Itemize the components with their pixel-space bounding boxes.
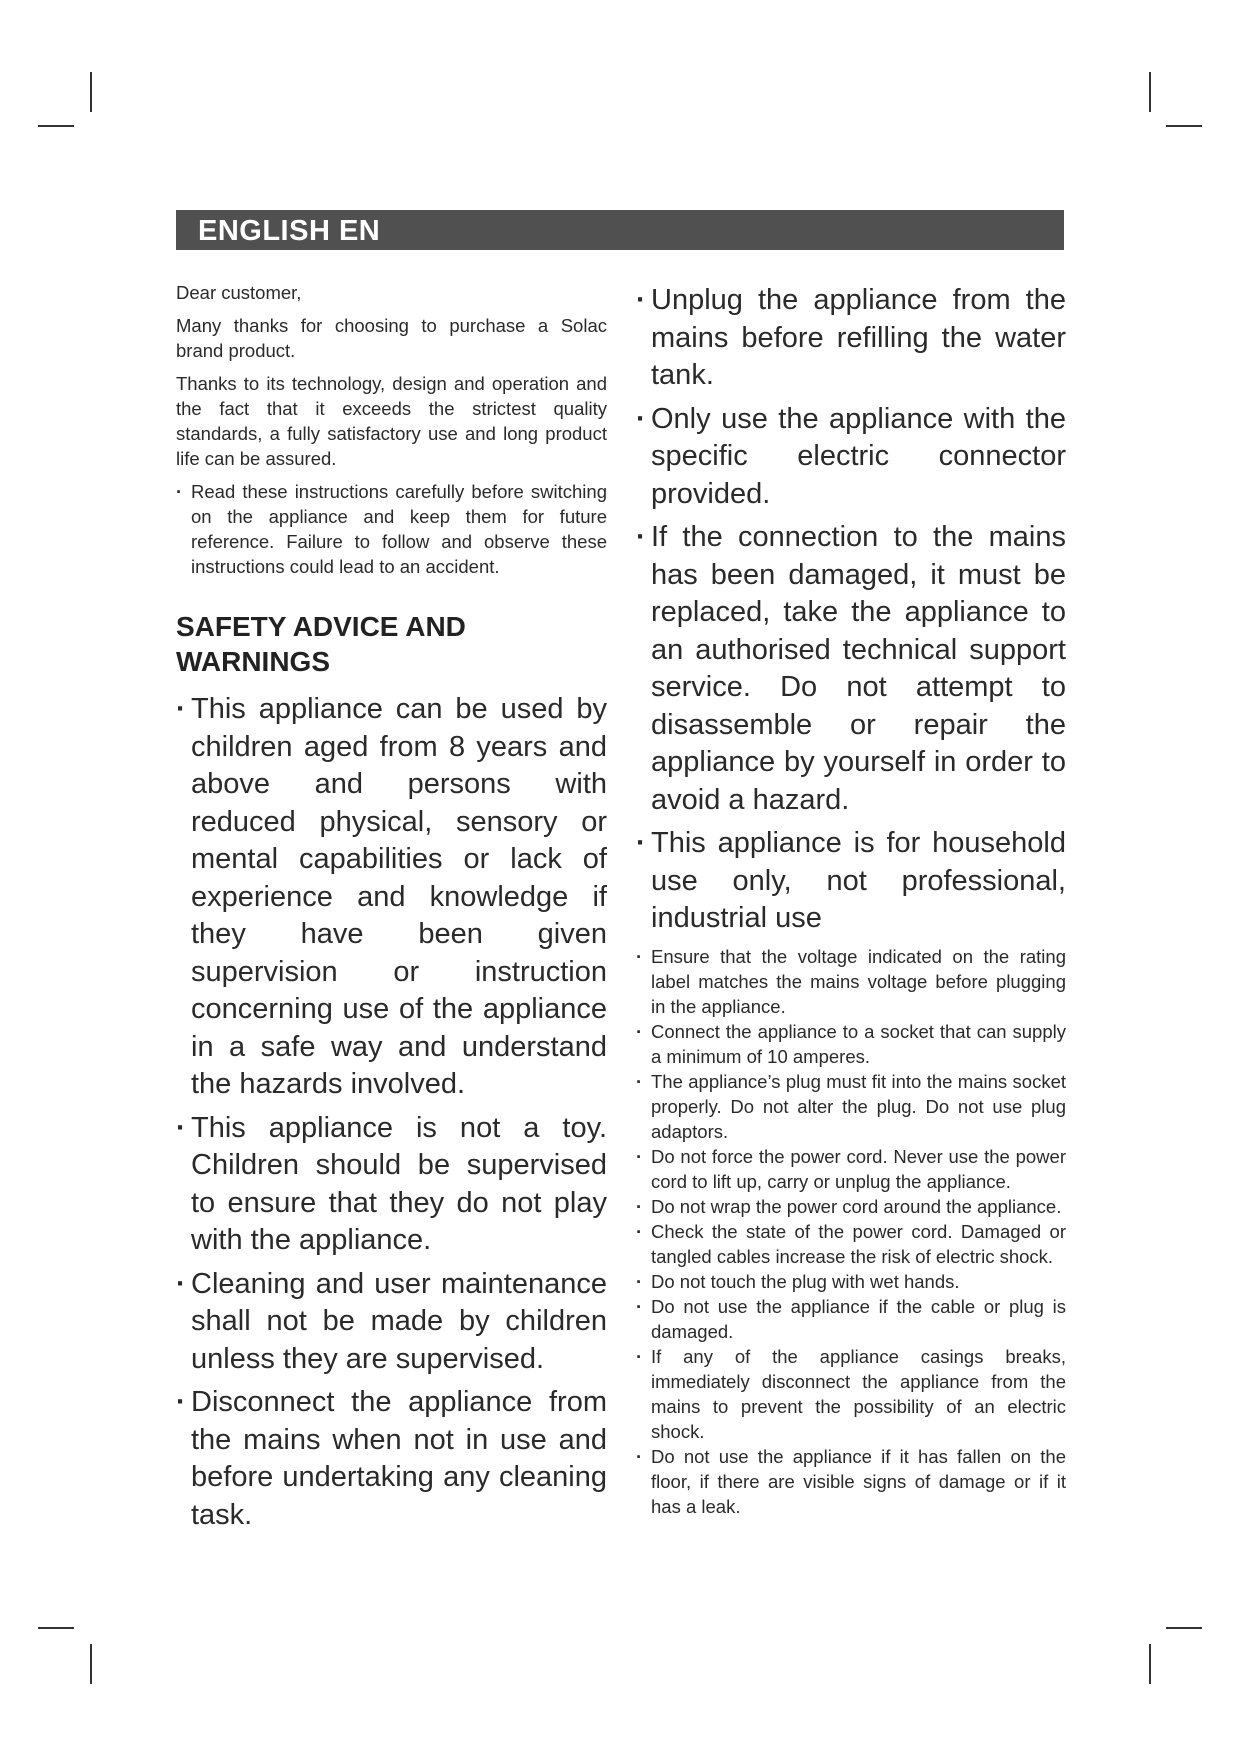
list-item: · If the connection to the mains has been damaged, it must be replaced, take the appliance to an authorised technical support service. Do not attempt to disassemble or repair the appliance by yourself in order to avoid a hazard. (636, 519, 1066, 819)
crop-mark-bottom-right-h (1166, 1627, 1202, 1629)
list-item: · Ensure that the voltage indicated on the rating label matches the mains voltage before plugging in the appliance. (636, 944, 1066, 1019)
safety-list-left (176, 691, 607, 1534)
list-item: · Connect the appliance to a socket that can supply a minimum of 10 amperes. (636, 1019, 1066, 1069)
language-header: ENGLISH EN (176, 210, 1064, 250)
crop-mark-top-right-h (1166, 125, 1202, 127)
crop-mark-top-left-h (38, 125, 74, 127)
crop-mark-top-left-v (90, 72, 92, 112)
safety-list-right-small (636, 944, 1066, 1519)
crop-mark-bottom-left-h (38, 1627, 74, 1629)
list-item: · Cleaning and user maintenance shall not be made by children unless they are supervised. (176, 1266, 607, 1379)
list-item: · Read these instructions carefully before switching on the appliance and keep them for future reference. Failure to follow and observe these instructions could lead to an accident. (176, 479, 607, 579)
left-column (176, 280, 607, 1540)
crop-mark-bottom-left-v (90, 1644, 92, 1684)
list-item: · If any of the appliance casings breaks, immediately disconnect the appliance from the mains to prevent the possibility of an electric shock. (636, 1344, 1066, 1444)
list-item: · This appliance is not a toy. Children should be supervised to ensure that they do not play with the appliance. (176, 1110, 607, 1260)
greeting: Dear customer, (176, 282, 302, 303)
list-item: · Check the state of the power cord. Damaged or tangled cables increase the risk of electric shock. (636, 1219, 1066, 1269)
safety-list-right-large (636, 282, 1066, 938)
list-item: · Do not force the power cord. Never use the power cord to lift up, carry or unplug the appliance. (636, 1144, 1066, 1194)
right-column (636, 282, 1066, 1519)
list-item: · Only use the appliance with the specific electric connector provided. (636, 401, 1066, 514)
section-heading: SAFETY ADVICE AND WARNINGS (176, 611, 466, 677)
thanks-paragraph: Many thanks for choosing to purchase a Solac brand product. (176, 315, 607, 361)
list-item: · Do not wrap the power cord around the appliance. (636, 1194, 1066, 1219)
list-item: · Do not use the appliance if the cable or plug is damaged. (636, 1294, 1066, 1344)
list-item: · This appliance is for household use only, not professional, industrial use (636, 825, 1066, 938)
list-item: · Unplug the appliance from the mains before refilling the water tank. (636, 282, 1066, 395)
crop-mark-bottom-right-v (1149, 1644, 1151, 1684)
list-item: · This appliance can be used by children aged from 8 years and above and persons with reduced physical, sensory or mental capabilities or lack of experience and knowledge if they have been given supervision or instruction concerning use of the appliance in a safe way and understand the hazards involved. (176, 691, 607, 1104)
intro-bullet-list (176, 479, 607, 579)
list-item: · The appliance’s plug must fit into the mains socket properly. Do not alter the plug. Do not use plug adaptors. (636, 1069, 1066, 1144)
list-item: · Do not use the appliance if it has fallen on the floor, if there are visible signs of damage or if it has a leak. (636, 1444, 1066, 1519)
list-item: · Do not touch the plug with wet hands. (636, 1269, 1066, 1294)
technology-paragraph: Thanks to its technology, design and operation and the fact that it exceeds the strictest quality standards, a fully satisfactory use and long product life can be assured. (176, 373, 607, 469)
list-item: · Disconnect the appliance from the mains when not in use and before undertaking any cleaning task. (176, 1384, 607, 1534)
crop-mark-top-right-v (1149, 72, 1151, 112)
